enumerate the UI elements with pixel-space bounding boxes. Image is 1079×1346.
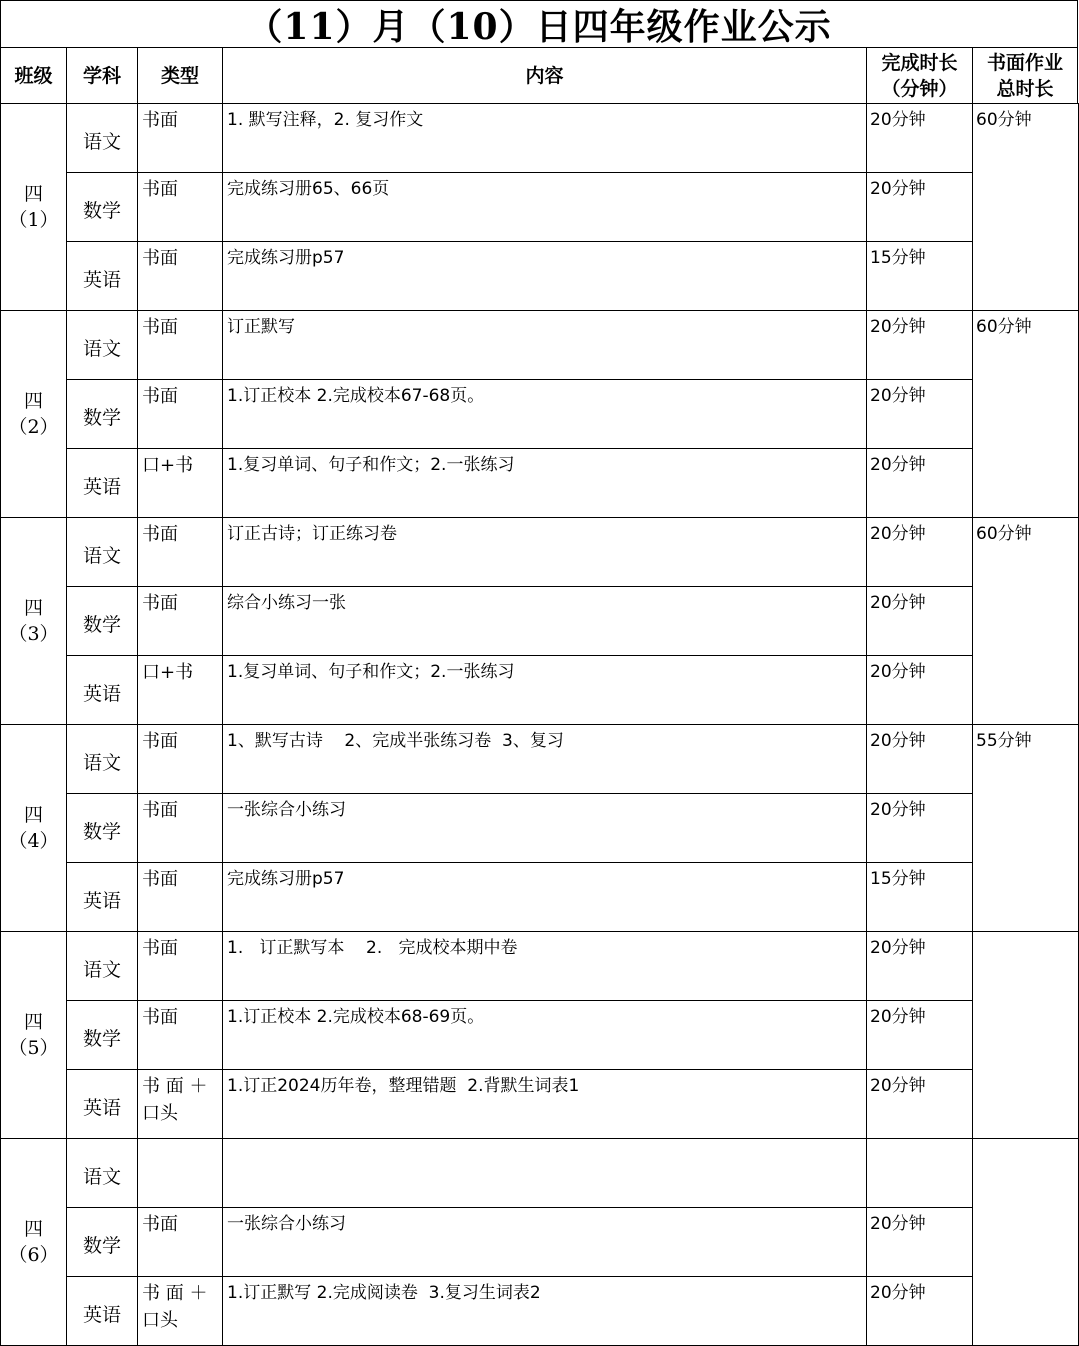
- duration-cell: 20分钟: [866, 310, 973, 380]
- content-cell: 完成练习册p57: [222, 241, 867, 311]
- class-name-number: （5）: [8, 1037, 59, 1059]
- duration-cell: 20分钟: [866, 793, 973, 863]
- subject-cell: 英语: [66, 1069, 138, 1139]
- class-name-grade: 四: [23, 183, 43, 205]
- subject-cell: 英语: [66, 1276, 138, 1346]
- class-name-grade: 四: [23, 390, 43, 412]
- content-cell: 订正古诗；订正练习卷: [222, 517, 867, 587]
- class-name-number: （3）: [8, 623, 59, 645]
- subject-cell: 语文: [66, 1138, 138, 1208]
- header-total-line1: 书面作业: [986, 51, 1063, 74]
- header-total-line2: 总时长: [996, 77, 1054, 100]
- class-cell: [0, 724, 67, 932]
- type-cell: 书面: [137, 379, 223, 449]
- subject-cell: 数学: [66, 1207, 138, 1277]
- duration-cell: 15分钟: [866, 241, 973, 311]
- type-cell: 口+书: [137, 655, 223, 725]
- class-cell: [0, 103, 67, 311]
- type-cell: 书面: [137, 724, 223, 794]
- header-type: 类型: [137, 47, 223, 104]
- subject-cell: 语文: [66, 931, 138, 1001]
- class-name-grade: 四: [23, 597, 43, 619]
- subject-cell: 语文: [66, 724, 138, 794]
- total-duration-cell: 60分钟: [972, 517, 1079, 725]
- type-cell: 书面: [137, 862, 223, 932]
- total-duration-cell: 55分钟: [972, 724, 1079, 932]
- duration-cell: 20分钟: [866, 655, 973, 725]
- content-cell: 1.复习单词、句子和作文；2.一张练习: [222, 655, 867, 725]
- type-cell: 书面: [137, 1207, 223, 1277]
- content-cell: 1. 订正默写本 2. 完成校本期中卷: [222, 931, 867, 1001]
- duration-cell: 20分钟: [866, 1276, 973, 1346]
- type-cell: 书面: [137, 931, 223, 1001]
- duration-cell: [866, 1138, 973, 1208]
- duration-cell: 20分钟: [866, 931, 973, 1001]
- duration-cell: 20分钟: [866, 172, 973, 242]
- class-cell: [0, 931, 67, 1139]
- header-class: 班级: [0, 47, 67, 104]
- subject-cell: 英语: [66, 862, 138, 932]
- content-cell: 订正默写: [222, 310, 867, 380]
- duration-cell: 20分钟: [866, 103, 973, 173]
- class-cell: [0, 1138, 67, 1346]
- type-cell: 书面: [137, 1000, 223, 1070]
- content-cell: 1.订正校本 2.完成校本67-68页。: [222, 379, 867, 449]
- subject-cell: 英语: [66, 241, 138, 311]
- content-cell: 1、默写古诗 2、完成半张练习卷 3、复习: [222, 724, 867, 794]
- content-cell: 1.订正2024历年卷，整理错题 2.背默生词表1: [222, 1069, 867, 1139]
- subject-cell: 数学: [66, 793, 138, 863]
- total-duration-cell: 60分钟: [972, 310, 1079, 518]
- content-cell: 1.订正默写 2.完成阅读卷 3.复习生词表2: [222, 1276, 867, 1346]
- header-duration: [866, 47, 973, 104]
- content-cell: 1.复习单词、句子和作文；2.一张练习: [222, 448, 867, 518]
- duration-cell: 20分钟: [866, 586, 973, 656]
- class-name-grade: 四: [23, 1011, 43, 1033]
- duration-cell: 20分钟: [866, 1069, 973, 1139]
- total-duration-cell: [972, 931, 1079, 1139]
- header-duration-line2: （分钟）: [881, 77, 958, 100]
- header-subject: 学科: [66, 47, 138, 104]
- total-duration-cell: [972, 1138, 1079, 1346]
- content-cell: 1. 默写注释，2. 复习作文: [222, 103, 867, 173]
- subject-cell: 数学: [66, 1000, 138, 1070]
- class-cell: [0, 517, 67, 725]
- duration-cell: 20分钟: [866, 448, 973, 518]
- header-duration-line1: 完成时长: [881, 51, 958, 74]
- class-name-number: （4）: [8, 830, 59, 852]
- duration-cell: 20分钟: [866, 517, 973, 587]
- total-duration-cell: 60分钟: [972, 103, 1079, 311]
- content-cell: 综合小练习一张: [222, 586, 867, 656]
- subject-cell: 数学: [66, 379, 138, 449]
- subject-cell: 英语: [66, 448, 138, 518]
- subject-cell: 数学: [66, 586, 138, 656]
- content-cell: 1.订正校本 2.完成校本68-69页。: [222, 1000, 867, 1070]
- type-cell: 口+书: [137, 448, 223, 518]
- class-name-number: （1）: [8, 209, 59, 231]
- type-cell: 书面: [137, 310, 223, 380]
- type-cell: 书面: [137, 172, 223, 242]
- content-cell: 完成练习册p57: [222, 862, 867, 932]
- type-cell: [137, 1138, 223, 1208]
- class-name-grade: 四: [23, 804, 43, 826]
- subject-cell: 语文: [66, 103, 138, 173]
- type-cell: 书面: [137, 793, 223, 863]
- duration-cell: 20分钟: [866, 1207, 973, 1277]
- content-cell: 完成练习册65、66页: [222, 172, 867, 242]
- content-cell: 一张综合小练习: [222, 1207, 867, 1277]
- content-cell: [222, 1138, 867, 1208]
- class-cell: [0, 310, 67, 518]
- class-name-number: （6）: [8, 1244, 59, 1266]
- class-name-grade: 四: [23, 1218, 43, 1240]
- page-title: （11）月（10）日四年级作业公示: [0, 0, 1078, 48]
- duration-cell: 15分钟: [866, 862, 973, 932]
- type-cell: 书面: [137, 103, 223, 173]
- duration-cell: 20分钟: [866, 379, 973, 449]
- type-cell: 书面: [137, 586, 223, 656]
- type-cell: 书 面 ＋ 口头: [137, 1069, 223, 1139]
- duration-cell: 20分钟: [866, 1000, 973, 1070]
- class-name-number: （2）: [8, 416, 59, 438]
- header-total: [972, 47, 1078, 104]
- type-cell: 书 面 ＋ 口头: [137, 1276, 223, 1346]
- content-cell: 一张综合小练习: [222, 793, 867, 863]
- subject-cell: 数学: [66, 172, 138, 242]
- subject-cell: 语文: [66, 517, 138, 587]
- duration-cell: 20分钟: [866, 724, 973, 794]
- subject-cell: 英语: [66, 655, 138, 725]
- subject-cell: 语文: [66, 310, 138, 380]
- header-content: 内容: [222, 47, 867, 104]
- type-cell: 书面: [137, 241, 223, 311]
- type-cell: 书面: [137, 517, 223, 587]
